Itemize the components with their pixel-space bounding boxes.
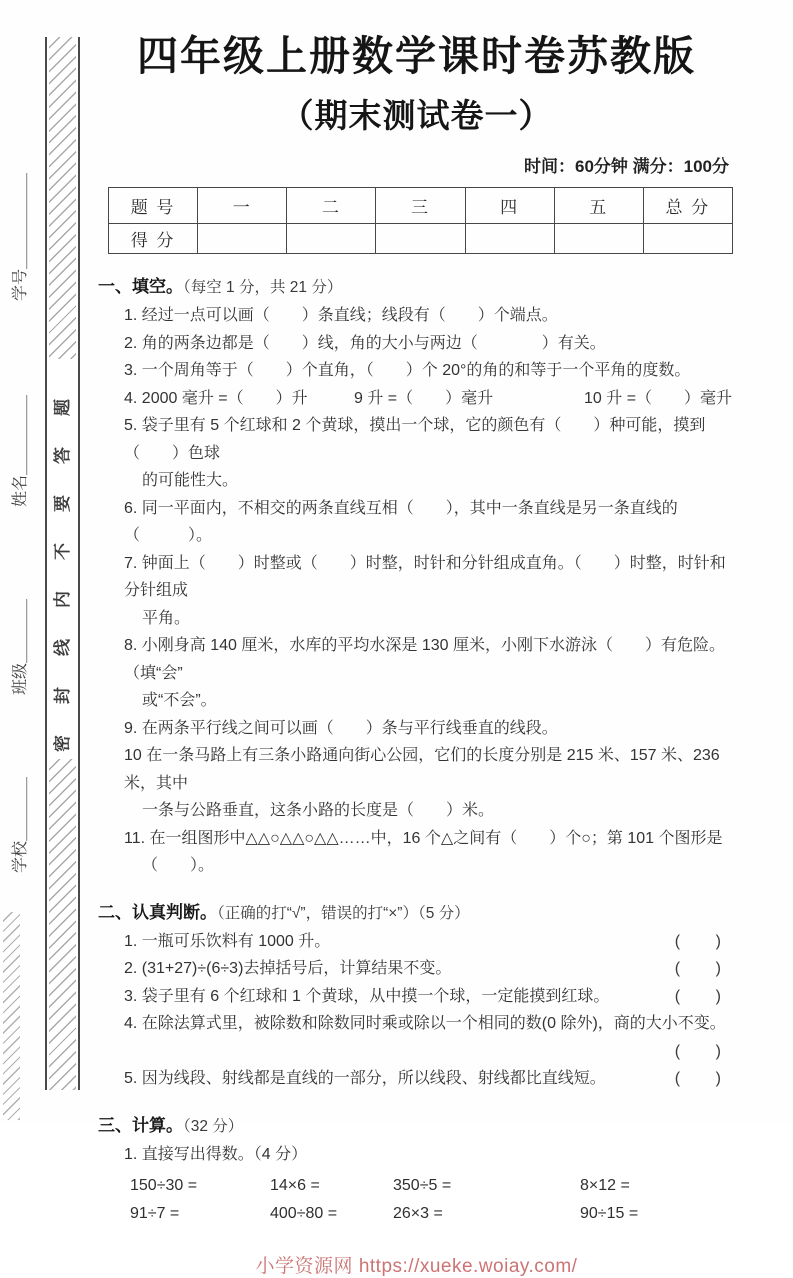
judge-answer-blank: ( ) [674,960,721,977]
fill-question-4a: 4. 2000 毫升 =（ ）升 [124,389,308,407]
judge-question-2 [98,955,735,983]
calc-problem: 150÷30 = [130,1177,198,1194]
calc-problem: 350÷5 = [393,1177,452,1194]
score-header-cell: 五 [554,188,643,224]
score-header-cell: 总 分 [643,188,732,224]
fill-question-3: 3. 一个周角等于（ ）个直角，（ ）个 20°的角的和等于一个平角的度数。 [124,362,691,379]
judge-answer-blank: ( ) [674,1070,721,1087]
score-header-cell: 四 [465,188,554,224]
page-title: 四年级上册数学课时卷苏教版 [137,33,696,79]
judge-question-4-answer-line [98,1038,735,1066]
fill-question-4b: 9 升 =（ ）毫升 [354,389,494,407]
judge-answer-blank: ( ) [674,932,721,950]
class-field: 班级＿＿＿＿ [12,599,29,696]
section-fill-note: （每空 1 分，共 21 分） [183,279,343,296]
section-fill-heading [98,273,735,302]
fill-question-4 [98,385,735,413]
fill-question-8: 8. 小刚身高 140 厘米，水库的平均水深是 130 厘米，小刚下水游泳（ ）有危险。（填“会” [124,637,725,682]
section-calc-note: （32 分） [183,1117,244,1135]
score-header-cell: 一 [198,188,287,224]
name-field: 姓名＿＿＿＿＿ [12,395,29,508]
fill-question-10: 10 在一条马路上有三条小路通向街心公园，它们的长度分别是 215 米、157 米、236 米，其中 [124,747,720,792]
judge-question-4: 4. 在除法算式里，被除数和除数同时乘或除以一个相同的数(0 除外)，商的大小不变。 [124,1015,726,1032]
calc-subheading: 1. 直接写出得数。（4 分） [124,1145,308,1163]
calc-problems-grid [130,1172,735,1227]
calc-problem: 8×12 = [580,1177,630,1194]
hatch-pattern-top [49,37,76,359]
calc-problem: 26×3 = [393,1204,443,1222]
fill-question-10-cont: 一条与公路垂直，这条小路的长度是（ ）米。 [142,802,495,819]
section-judge-heading [98,899,735,928]
school-field: 学校＿＿＿＿ [12,777,29,874]
score-cell [287,224,376,254]
score-cell [643,224,732,254]
exam-content [95,0,735,1278]
score-header-cell: 二 [287,188,376,224]
fill-question-5-cont: 的可能性大。 [142,472,239,489]
fill-question-6: 6. 同一平面内，不相交的两条直线互相（ ），其中一条直线是另一条直线的（ ）。 [124,499,678,544]
judge-question-3-text: 3. 袋子里有 6 个红球和 1 个黄球，从中摸一个球，一定能摸到红球。 [124,987,610,1005]
fill-question-1: 1. 经过一点可以画（ ）条直线；线段有（ ）个端点。 [124,307,558,324]
section-judge-title: 二、认真判断。 [98,902,217,922]
page-subtitle: （期末测试卷一） [280,97,553,134]
fill-question-2: 2. 角的两条边都是（ ）线，角的大小与两边（ ）有关。 [124,334,606,352]
score-header-cell: 三 [376,188,465,224]
score-cell [376,224,465,254]
judge-question-1-text: 1. 一瓶可乐饮料有 1000 升。 [124,932,331,950]
calc-problem: 90÷15 = [580,1204,639,1222]
judge-question-2-text: 2. (31+27)÷(6÷3)去掉括号后，计算结果不变。 [124,960,452,977]
judge-question-1 [98,928,735,956]
source-site-link[interactable]: 小学资源网 https://xueke.woiay.com/ [255,1256,578,1277]
student-id-field: 学号＿＿＿＿＿＿ [12,173,29,302]
fill-question-8-cont: 或“不会”。 [142,692,217,709]
judge-answer-blank: ( ) [674,987,721,1005]
section-judge-note: （正确的打“√”，错误的打“×”）（5 分） [217,904,470,922]
score-cell [465,224,554,254]
fill-question-11-cont: （ ）。 [142,857,215,874]
section-calc-title: 三、计算。 [98,1115,183,1135]
fill-question-5: 5. 袋子里有 5 个红球和 2 个黄球，摸出一个球，它的颜色有（ ）种可能，摸到（ ）色球 [124,417,706,462]
calc-problem: 91÷7 = [130,1204,180,1222]
score-cell [554,224,643,254]
fill-question-7-cont: 平角。 [142,609,191,627]
score-cell [198,224,287,254]
judge-question-3 [98,983,735,1011]
judge-question-5-text: 5. 因为线段、射线都是直线的一部分，所以线段、射线都比直线短。 [124,1070,606,1087]
judge-answer-blank: ( ) [674,1042,721,1060]
score-table [108,187,733,254]
score-row-label: 得 分 [109,224,198,254]
score-header-cell: 题 号 [109,188,198,224]
judge-question-5 [98,1065,735,1093]
seal-warning-text: 密封线内不要答题 [53,368,72,752]
score-table-header-row [109,188,733,224]
hatch-pattern-bottom [49,759,76,1090]
calc-problem: 400÷80 = [270,1204,338,1222]
section-calc-heading [98,1112,735,1141]
score-table-score-row [109,224,733,254]
page-edge-hatch [3,912,20,1120]
fill-question-11: 11. 在一组图形中△△○△△○△△……中，16 个△之间有（ ）个○；第 101 个图形是 [124,829,723,847]
fill-question-4c: 10 升 =（ ）毫升 [584,389,733,407]
fill-question-9: 9. 在两条平行线之间可以画（ ）条与平行线垂直的线段。 [124,719,558,737]
calc-problem: 14×6 = [270,1177,320,1194]
time-score-info: 时间：60分钟 满分：100分 [524,157,729,176]
fill-question-7: 7. 钟面上（ ）时整或（ ）时整，时针和分针组成直角。（ ）时整，时针和分针组成 [124,554,726,599]
section-fill-title: 一、填空。 [98,277,183,296]
